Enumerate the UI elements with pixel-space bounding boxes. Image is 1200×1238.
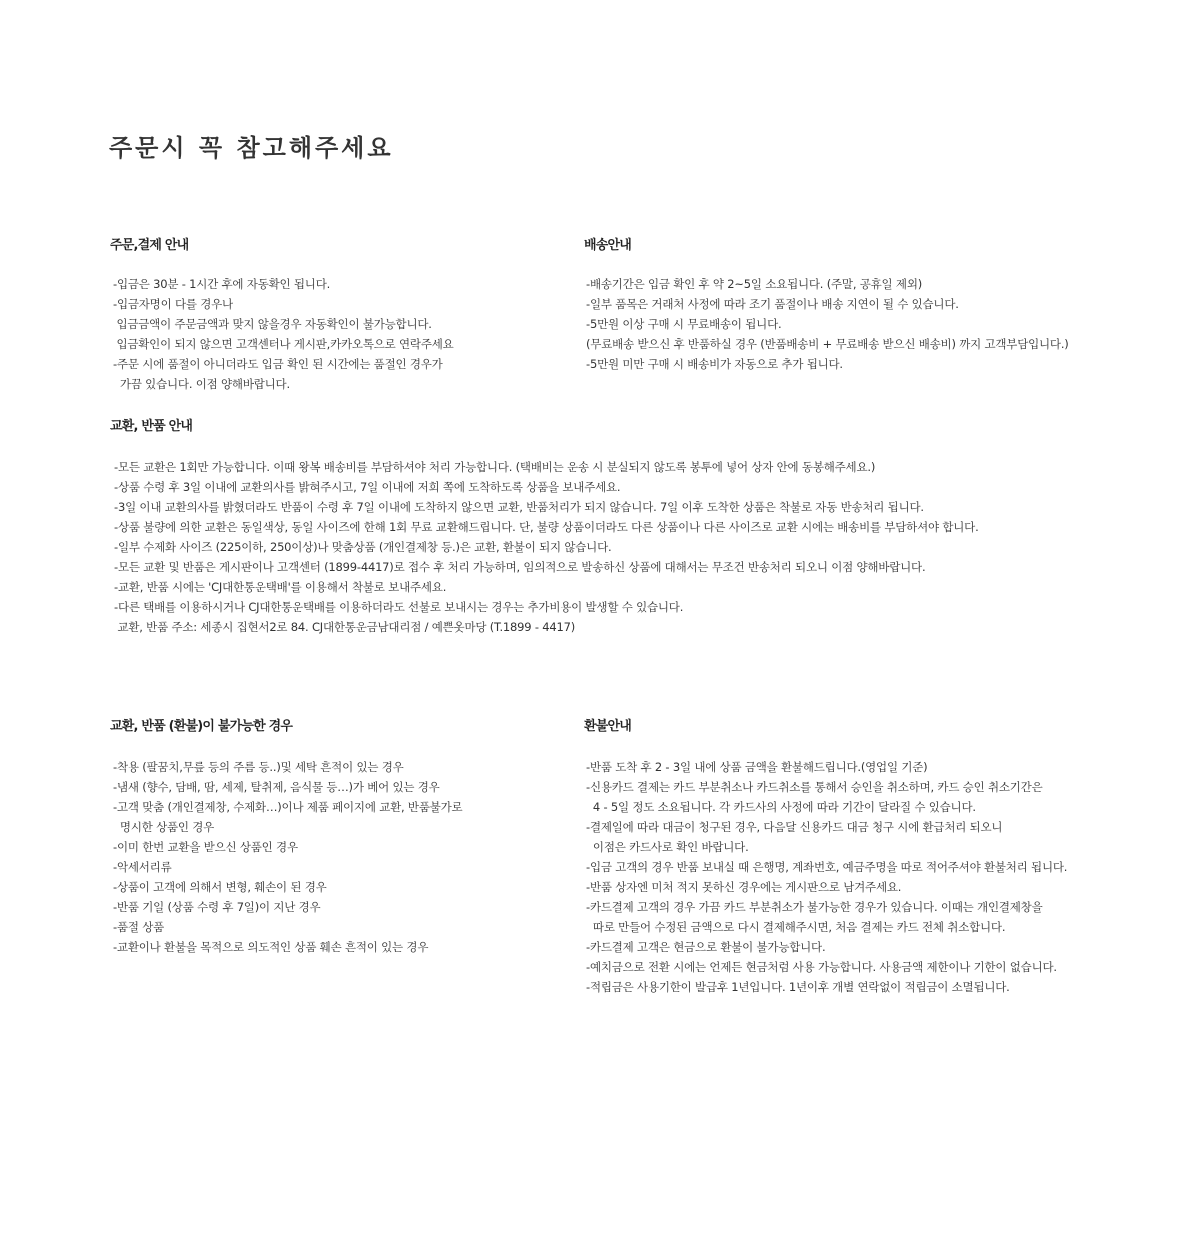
refund-line: 이점은 카드사로 확인 바랍니다. [586, 840, 749, 854]
exchange-line: -일부 수제화 사이즈 (225이하, 250이상)나 맞춤상품 (개인결제창 등.)은 교환, 환불이 되지 않습니다. [114, 540, 612, 554]
order-line: 입금금액이 주문금액과 맞지 않을경우 자동확인이 불가능합니다. [113, 317, 432, 331]
order-payment-section [110, 234, 454, 394]
shipping-line: -일부 품목은 거래처 사정에 따라 조기 품절이나 배송 지연이 될 수 있습니다. [586, 297, 959, 311]
order-line: -입금은 30분 - 1시간 후에 자동확인 됩니다. [113, 277, 331, 291]
non-returnable-line: -상품이 고객에 의해서 변형, 훼손이 된 경우 [113, 880, 327, 894]
refund-line: -신용카드 결제는 카드 부분취소나 카드취소를 통해서 승인을 취소하며, 카드 승인 취소기간은 [586, 780, 1043, 794]
exchange-line: -상품 수령 후 3일 이내에 교환의사를 밝혀주시고, 7일 이내에 저희 쪽에 도착하도록 상품을 보내주세요. [114, 480, 621, 494]
exchange-line: -3일 이내 교환의사를 밝혔더라도 반품이 수령 후 7일 이내에 도착하지 않으면 교환, 반품처리가 되지 않습니다. 7일 이후 도착한 상품은 착불로 자동 반송처리 됩니다. [114, 500, 924, 514]
non-returnable-line: -이미 한번 교환을 받으신 상품인 경우 [113, 840, 298, 854]
refund-section [584, 715, 1067, 997]
shipping-line: -5만원 이상 구매 시 무료배송이 됩니다. [586, 317, 782, 331]
order-line: 가끔 있습니다. 이점 양해바랍니다. [113, 377, 290, 391]
exchange-line: -다른 택배를 이용하시거나 CJ대한통운택배를 이용하더라도 선불로 보내시는 경우는 추가비용이 발생할 수 있습니다. [114, 600, 684, 614]
refund-list [584, 757, 1067, 997]
non-returnable-line: -교환이나 환불을 목적으로 의도적인 상품 훼손 흔적이 있는 경우 [113, 940, 429, 954]
refund-line: -반품 상자엔 미처 적지 못하신 경우에는 게시판으로 남겨주세요. [586, 880, 902, 894]
refund-line: -적립금은 사용기한이 발급후 1년입니다. 1년이후 개별 연락없이 적립금이 소멸됩니다. [586, 980, 1010, 994]
exchange-return-list [110, 457, 979, 637]
shipping-line: -배송기간은 입금 확인 후 약 2~5일 소요됩니다. (주말, 공휴일 제외) [586, 277, 923, 291]
refund-line: -결제일에 따라 대금이 청구된 경우, 다음달 신용카드 대금 청구 시에 환급처리 되오니 [586, 820, 1003, 834]
exchange-return-section [110, 415, 979, 637]
exchange-line: -상품 불량에 의한 교환은 동일색상, 동일 사이즈에 한해 1회 무료 교환해드립니다. 단, 불량 상품이더라도 다른 상품이나 다른 사이즈로 교환 시에는 배송비를 부담하셔야 합니다. [114, 520, 979, 534]
order-payment-heading: 주문,결제 안내 [110, 238, 189, 253]
non-returnable-line: -냄새 (향수, 담배, 땀, 세제, 탈취제, 음식물 등…)가 베어 있는 경우 [113, 780, 440, 794]
non-returnable-heading: 교환, 반품 (환불)이 불가능한 경우 [110, 719, 293, 734]
shipping-line: -5만원 미만 구매 시 배송비가 자동으로 추가 됩니다. [586, 357, 843, 371]
refund-line: -반품 도착 후 2 - 3일 내에 상품 금액을 환불해드립니다.(영업일 기준) [586, 760, 928, 774]
order-line: 입금확인이 되지 않으면 고객센터나 게시판,카카오톡으로 연락주세요 [113, 337, 454, 351]
non-returnable-line: -반품 기일 (상품 수령 후 7일)이 지난 경우 [113, 900, 321, 914]
shipping-heading: 배송안내 [584, 238, 632, 253]
exchange-line: -교환, 반품 시에는 'CJ대한통운택배'를 이용해서 착불로 보내주세요. [114, 580, 447, 594]
exchange-line: -모든 교환은 1회만 가능합니다. 이때 왕복 배송비를 부담하셔야 처리 가능합니다. (택배비는 운송 시 분실되지 않도록 봉투에 넣어 상자 안에 동봉해주세요.) [114, 460, 876, 474]
order-line: -입금자명이 다를 경우나 [113, 297, 233, 311]
refund-line: 따로 만들어 수정된 금액으로 다시 결제해주시면, 처음 결제는 카드 전체 취소합니다. [586, 920, 1006, 934]
non-returnable-line: -품절 상품 [113, 920, 165, 934]
non-returnable-line: -악세서리류 [113, 860, 172, 874]
refund-heading: 환불안내 [584, 719, 632, 734]
non-returnable-line: -착용 (팔꿈치,무릎 등의 주름 등..)및 세탁 흔적이 있는 경우 [113, 760, 404, 774]
refund-line: -카드결제 고객의 경우 가끔 카드 부분취소가 불가능한 경우가 있습니다. 이때는 개인결제창을 [586, 900, 1043, 914]
shipping-line: (무료배송 받으신 후 반품하실 경우 (반품배송비 + 무료배송 받으신 배송비) 까지 고객부담입니다.) [586, 337, 1069, 351]
non-returnable-line: -고객 맞춤 (개인결제창, 수제화…)이나 제품 페이지에 교환, 반품불가로 [113, 800, 463, 814]
refund-line: -입금 고객의 경우 반품 보내실 때 은행명, 계좌번호, 예금주명을 따로 적어주셔야 환불처리 됩니다. [586, 860, 1068, 874]
order-payment-list [110, 274, 454, 394]
order-line: -주문 시에 품절이 아니더라도 입금 확인 된 시간에는 품절인 경우가 [113, 357, 443, 371]
refund-line: -예치금으로 전환 시에는 언제든 현금처럼 사용 가능합니다. 사용금액 제한이나 기한이 없습니다. [586, 960, 1057, 974]
exchange-line: -모든 교환 및 반품은 게시판이나 고객센터 (1899-4417)로 접수 후 처리 가능하며, 임의적으로 발송하신 상품에 대해서는 무조건 반송처리 되오니 이점 양해바랍니다. [114, 560, 926, 574]
page-title: 주문시 꼭 참고해주세요 [109, 134, 394, 162]
refund-line: -카드결제 고객은 현금으로 환불이 불가능합니다. [586, 940, 826, 954]
exchange-address: 교환, 반품 주소: 세종시 집현서2로 84. CJ대한통운금남대리점 / 예쁜옷마당 (T.1899 - 4417) [114, 620, 576, 634]
shipping-section [584, 234, 1069, 374]
exchange-return-heading: 교환, 반품 안내 [110, 419, 193, 434]
non-returnable-section [110, 715, 462, 957]
shipping-list [584, 274, 1069, 374]
non-returnable-line: 명시한 상품인 경우 [113, 820, 215, 834]
refund-line: 4 - 5일 정도 소요됩니다. 각 카드사의 사정에 따라 기간이 달라질 수 있습니다. [586, 800, 976, 814]
non-returnable-list [110, 757, 462, 957]
